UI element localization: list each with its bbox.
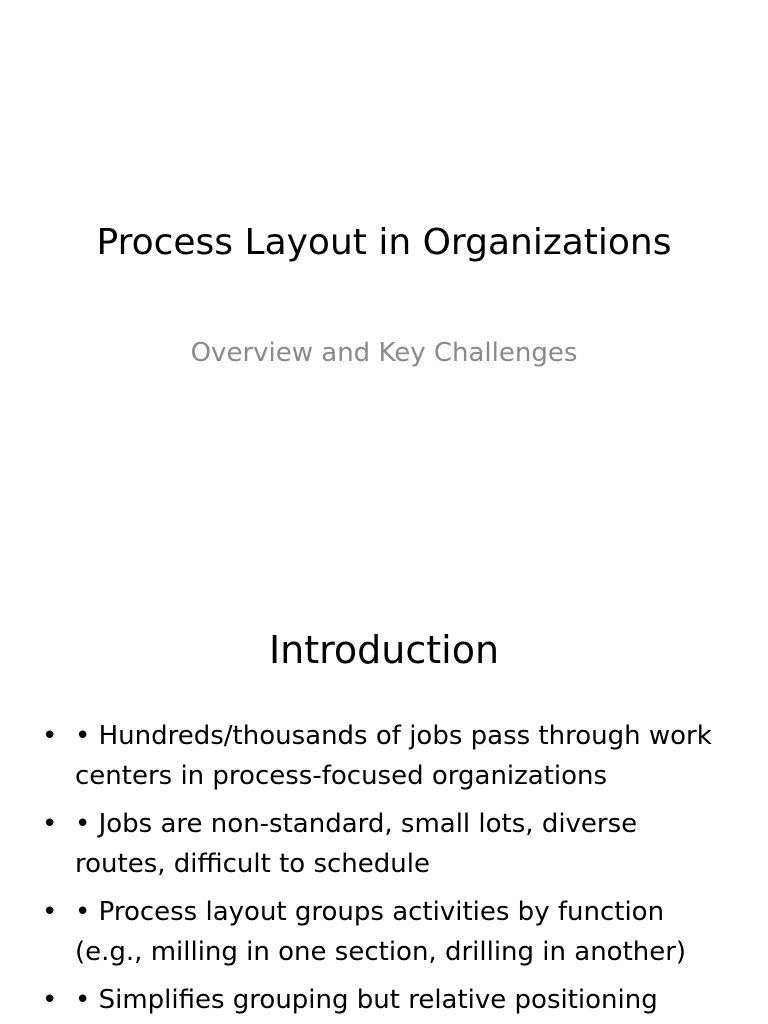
bullet-list	[40, 716, 730, 1024]
introduction-title: Introduction	[268, 628, 500, 672]
bullet-item	[40, 716, 730, 796]
bullet-point-icon: •	[42, 809, 58, 839]
bullet-point-icon: •	[42, 721, 58, 751]
bullet-text: • Jobs are non-standard, small lots, diverse routes, difficult to schedule	[75, 809, 638, 879]
bullet-item	[40, 804, 730, 884]
bullet-text: • Simplifies grouping but relative positioning	[75, 985, 658, 1015]
slide-subtitle: Overview and Key Challenges	[190, 338, 578, 368]
bullet-point-icon: •	[42, 897, 58, 927]
bullet-text: • Process layout groups activities by function (e.g., milling in one section, drilling in another)	[75, 897, 687, 967]
bullet-item	[40, 980, 730, 1020]
slide-title: Process Layout in Organizations	[96, 222, 672, 263]
bullet-point-icon: •	[42, 985, 58, 1015]
bullet-text: • Hundreds/thousands of jobs pass through work centers in process-focused organizations	[75, 721, 712, 791]
bullet-item	[40, 892, 730, 972]
introduction-slide	[0, 576, 768, 1024]
